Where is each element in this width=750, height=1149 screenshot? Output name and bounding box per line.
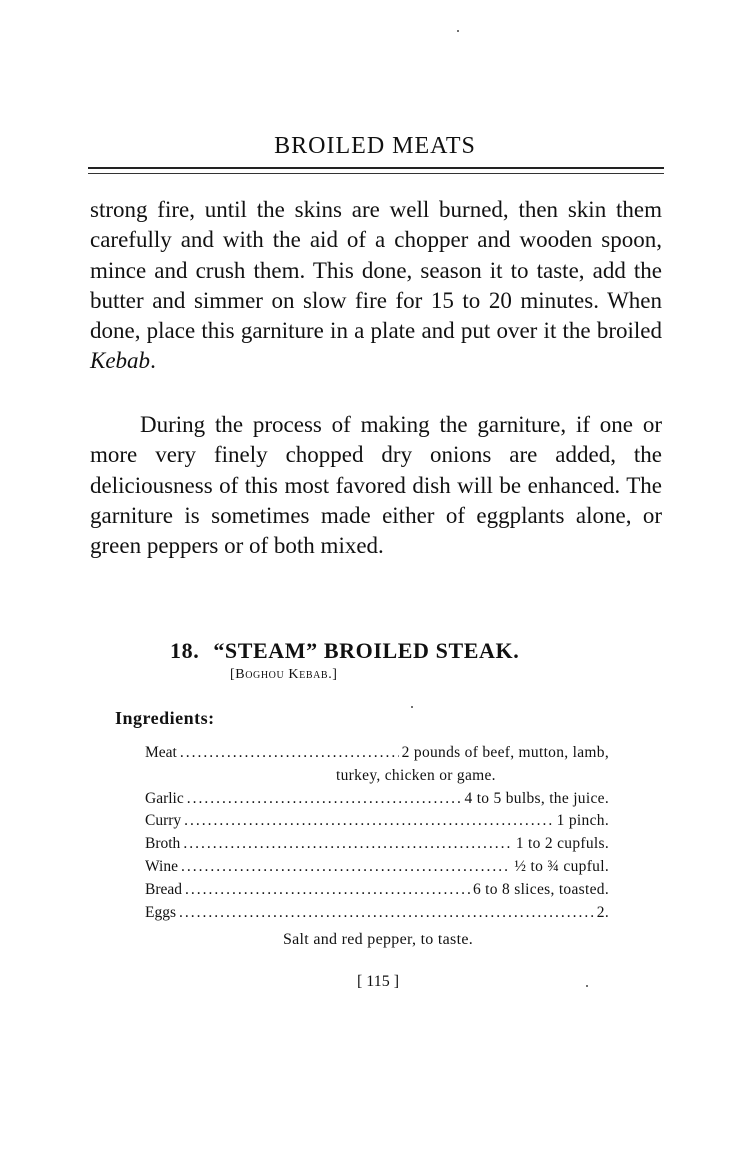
ingredient-row — [145, 833, 609, 856]
dot-leader — [185, 879, 470, 902]
recipe-name: “STEAM” BROILED STEAK. — [213, 638, 520, 663]
header-rule-thick — [88, 167, 664, 169]
text-run: During the process of making the garniture, if one or more very finely chopped dry onions are added, the deliciousness of this most favored dish will be enhanced. The garniture is sometimes made either of eggplants alone, or green peppers or of both mixed. — [90, 412, 662, 559]
dot-leader — [184, 810, 553, 833]
ingredient-amount: 1 pinch. — [556, 812, 609, 830]
ingredient-amount-continuation: turkey, chicken or game. — [336, 766, 496, 784]
paragraph-text — [90, 195, 662, 377]
text-run: . — [150, 348, 156, 374]
recipe-subtitle: [Boghou Kebab.] — [230, 667, 338, 682]
italic-term: Kebab — [90, 348, 151, 374]
ingredient-name: Curry — [145, 812, 182, 830]
ingredient-row — [145, 856, 609, 879]
print-speck — [411, 706, 413, 708]
ingredient-amount: ½ to ¾ cupful. — [514, 857, 609, 875]
page-number: [ 115 ] — [356, 973, 400, 990]
ingredient-amount: 2. — [596, 903, 609, 921]
ingredient-row — [145, 788, 609, 811]
print-speck — [586, 985, 588, 987]
ingredient-row — [145, 810, 609, 833]
ingredient-amount: 4 to 5 bulbs, the juice. — [464, 789, 609, 807]
seasoning-line: Salt and red pepper, to taste. — [282, 931, 474, 948]
print-speck — [457, 30, 459, 32]
dot-leader — [180, 742, 399, 765]
ingredient-name: Wine — [145, 857, 178, 875]
ingredient-row — [145, 902, 609, 925]
ingredient-name: Broth — [145, 835, 181, 853]
ingredient-amount: 6 to 8 slices, toasted. — [472, 880, 609, 898]
dot-leader — [179, 902, 594, 925]
ingredient-row — [145, 879, 609, 902]
ingredients-list — [145, 742, 609, 924]
recipe-number: 18. — [170, 638, 200, 663]
running-head: BROILED MEATS — [274, 133, 476, 159]
ingredient-name: Eggs — [145, 903, 176, 921]
paragraph-text — [90, 410, 662, 561]
ingredient-name: Bread — [145, 880, 183, 898]
recipe-title — [170, 638, 519, 664]
paragraph-garniture-note — [90, 410, 662, 561]
dot-leader — [183, 833, 513, 856]
ingredient-row — [145, 742, 609, 765]
ingredient-amount: 1 to 2 cupfuls. — [515, 835, 609, 853]
dot-leader — [181, 856, 511, 879]
paragraph-continued — [90, 195, 662, 377]
ingredients-heading: Ingredients: — [115, 708, 215, 728]
dot-leader — [187, 788, 462, 811]
ingredient-name: Garlic — [145, 789, 184, 807]
text-run: strong fire, until the skins are well burned, then skin them carefully and with the aid of a chopper and wooden spoon, mince and crush them. This done, season it to taste, add the butter and simmer on slow fire for 15 to 20 minutes. When done, place this garniture in a plate and put over it the broiled — [90, 197, 662, 344]
header-rule-thin — [88, 173, 664, 174]
ingredient-name: Meat — [145, 744, 177, 761]
ingredient-amount: 2 pounds of beef, mutton, lamb, — [401, 744, 609, 761]
